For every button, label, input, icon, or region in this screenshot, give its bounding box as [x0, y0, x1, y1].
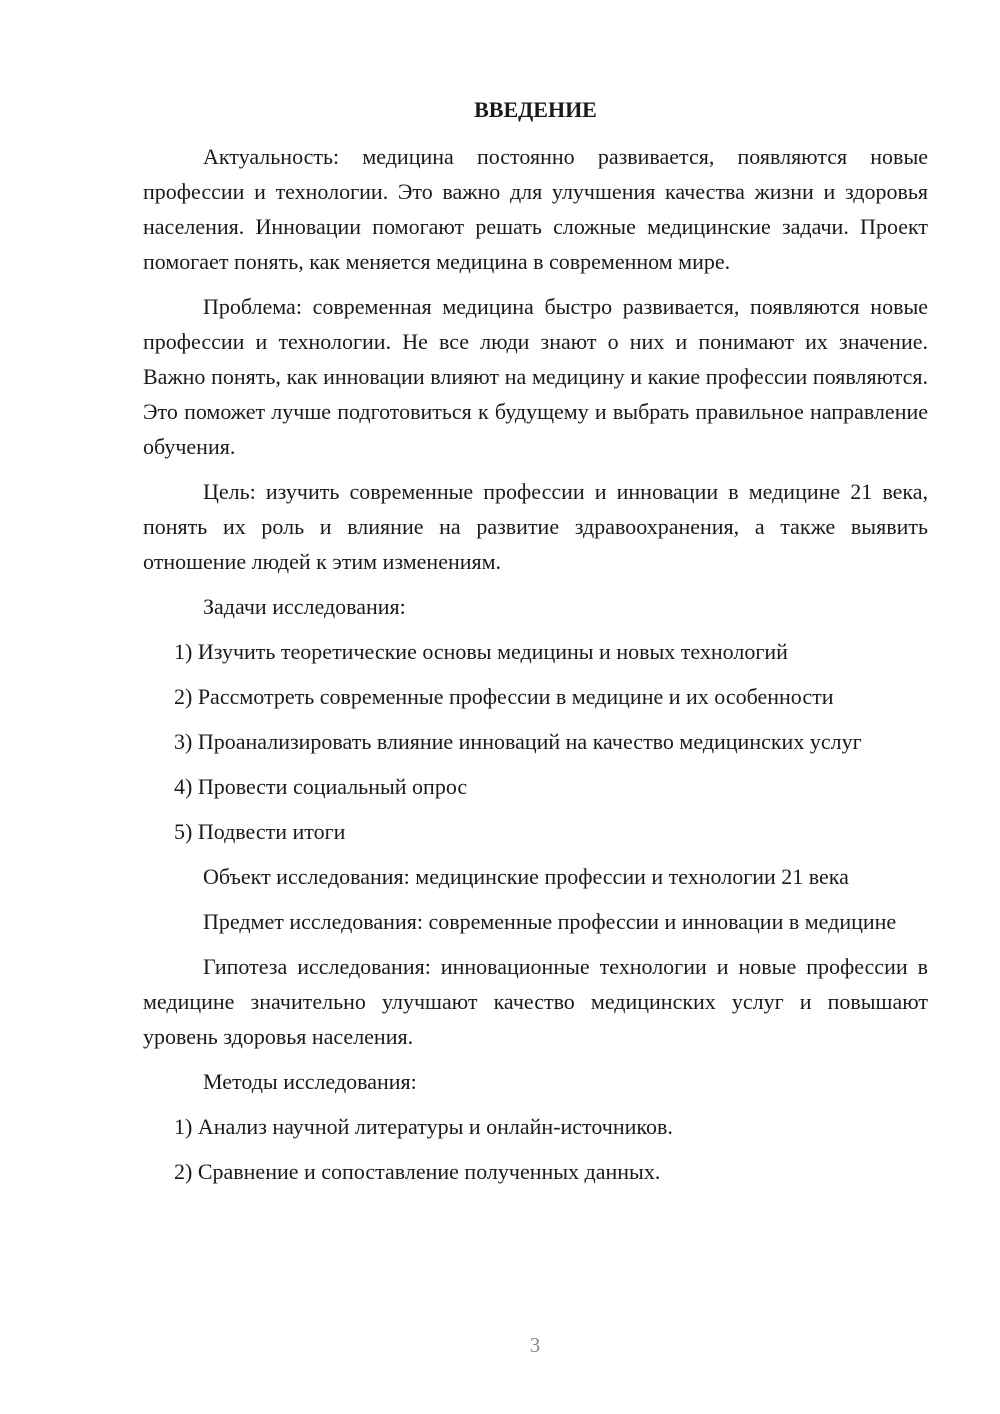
- document-page: [143, 95, 928, 1199]
- tasks-heading: Задачи исследования:: [203, 594, 406, 619]
- task-item-1: 1) Изучить теоретические основы медицины и новых технологий: [174, 639, 788, 664]
- problem-paragraph: Проблема: современная медицина быстро развивается, появляются новые профессии и технологии. Не все люди знают о них и понимают их значение. Важно понять, как инновации влияют на медицину и какие профессии появляются. Это поможет лучше подготовиться к будущему и выбрать правильное направление обучения.: [143, 294, 928, 459]
- relevance-paragraph: Актуальность: медицина постоянно развивается, появляются новые профессии и технологии. Это важно для улучшения качества жизни и здоровья населения. Инновации помогают решать сложные медицинские задачи. Проект помогает понять, как меняется медицина в современном мире.: [143, 144, 928, 274]
- section-title: ВВЕДЕНИЕ: [474, 97, 597, 122]
- methods-heading: Методы исследования:: [203, 1069, 417, 1094]
- task-item-4: 4) Провести социальный опрос: [174, 774, 468, 799]
- method-item-1: 1) Анализ научной литературы и онлайн-источников.: [174, 1114, 673, 1139]
- subject-paragraph: Предмет исследования: современные профессии и инновации в медицине: [203, 909, 897, 934]
- object-paragraph: Объект исследования: медицинские профессии и технологии 21 века: [203, 864, 849, 889]
- hypothesis-paragraph: Гипотеза исследования: инновационные технологии и новые профессии в медицине значительно улучшают качество медицинских услуг и повышают уровень здоровья населения.: [143, 954, 928, 1049]
- task-item-2: 2) Рассмотреть современные профессии в медицине и их особенности: [174, 684, 834, 709]
- page-number: 3: [529, 1333, 541, 1357]
- goal-paragraph: Цель: изучить современные профессии и инновации в медицине 21 века, понять их роль и влияние на развитие здравоохранения, а также выявить отношение людей к этим изменениям.: [143, 479, 928, 574]
- method-item-2: 2) Сравнение и сопоставление полученных данных.: [174, 1159, 661, 1184]
- task-item-3: 3) Проанализировать влияние инноваций на качество медицинских услуг: [174, 729, 862, 754]
- task-item-5: 5) Подвести итоги: [174, 819, 346, 844]
